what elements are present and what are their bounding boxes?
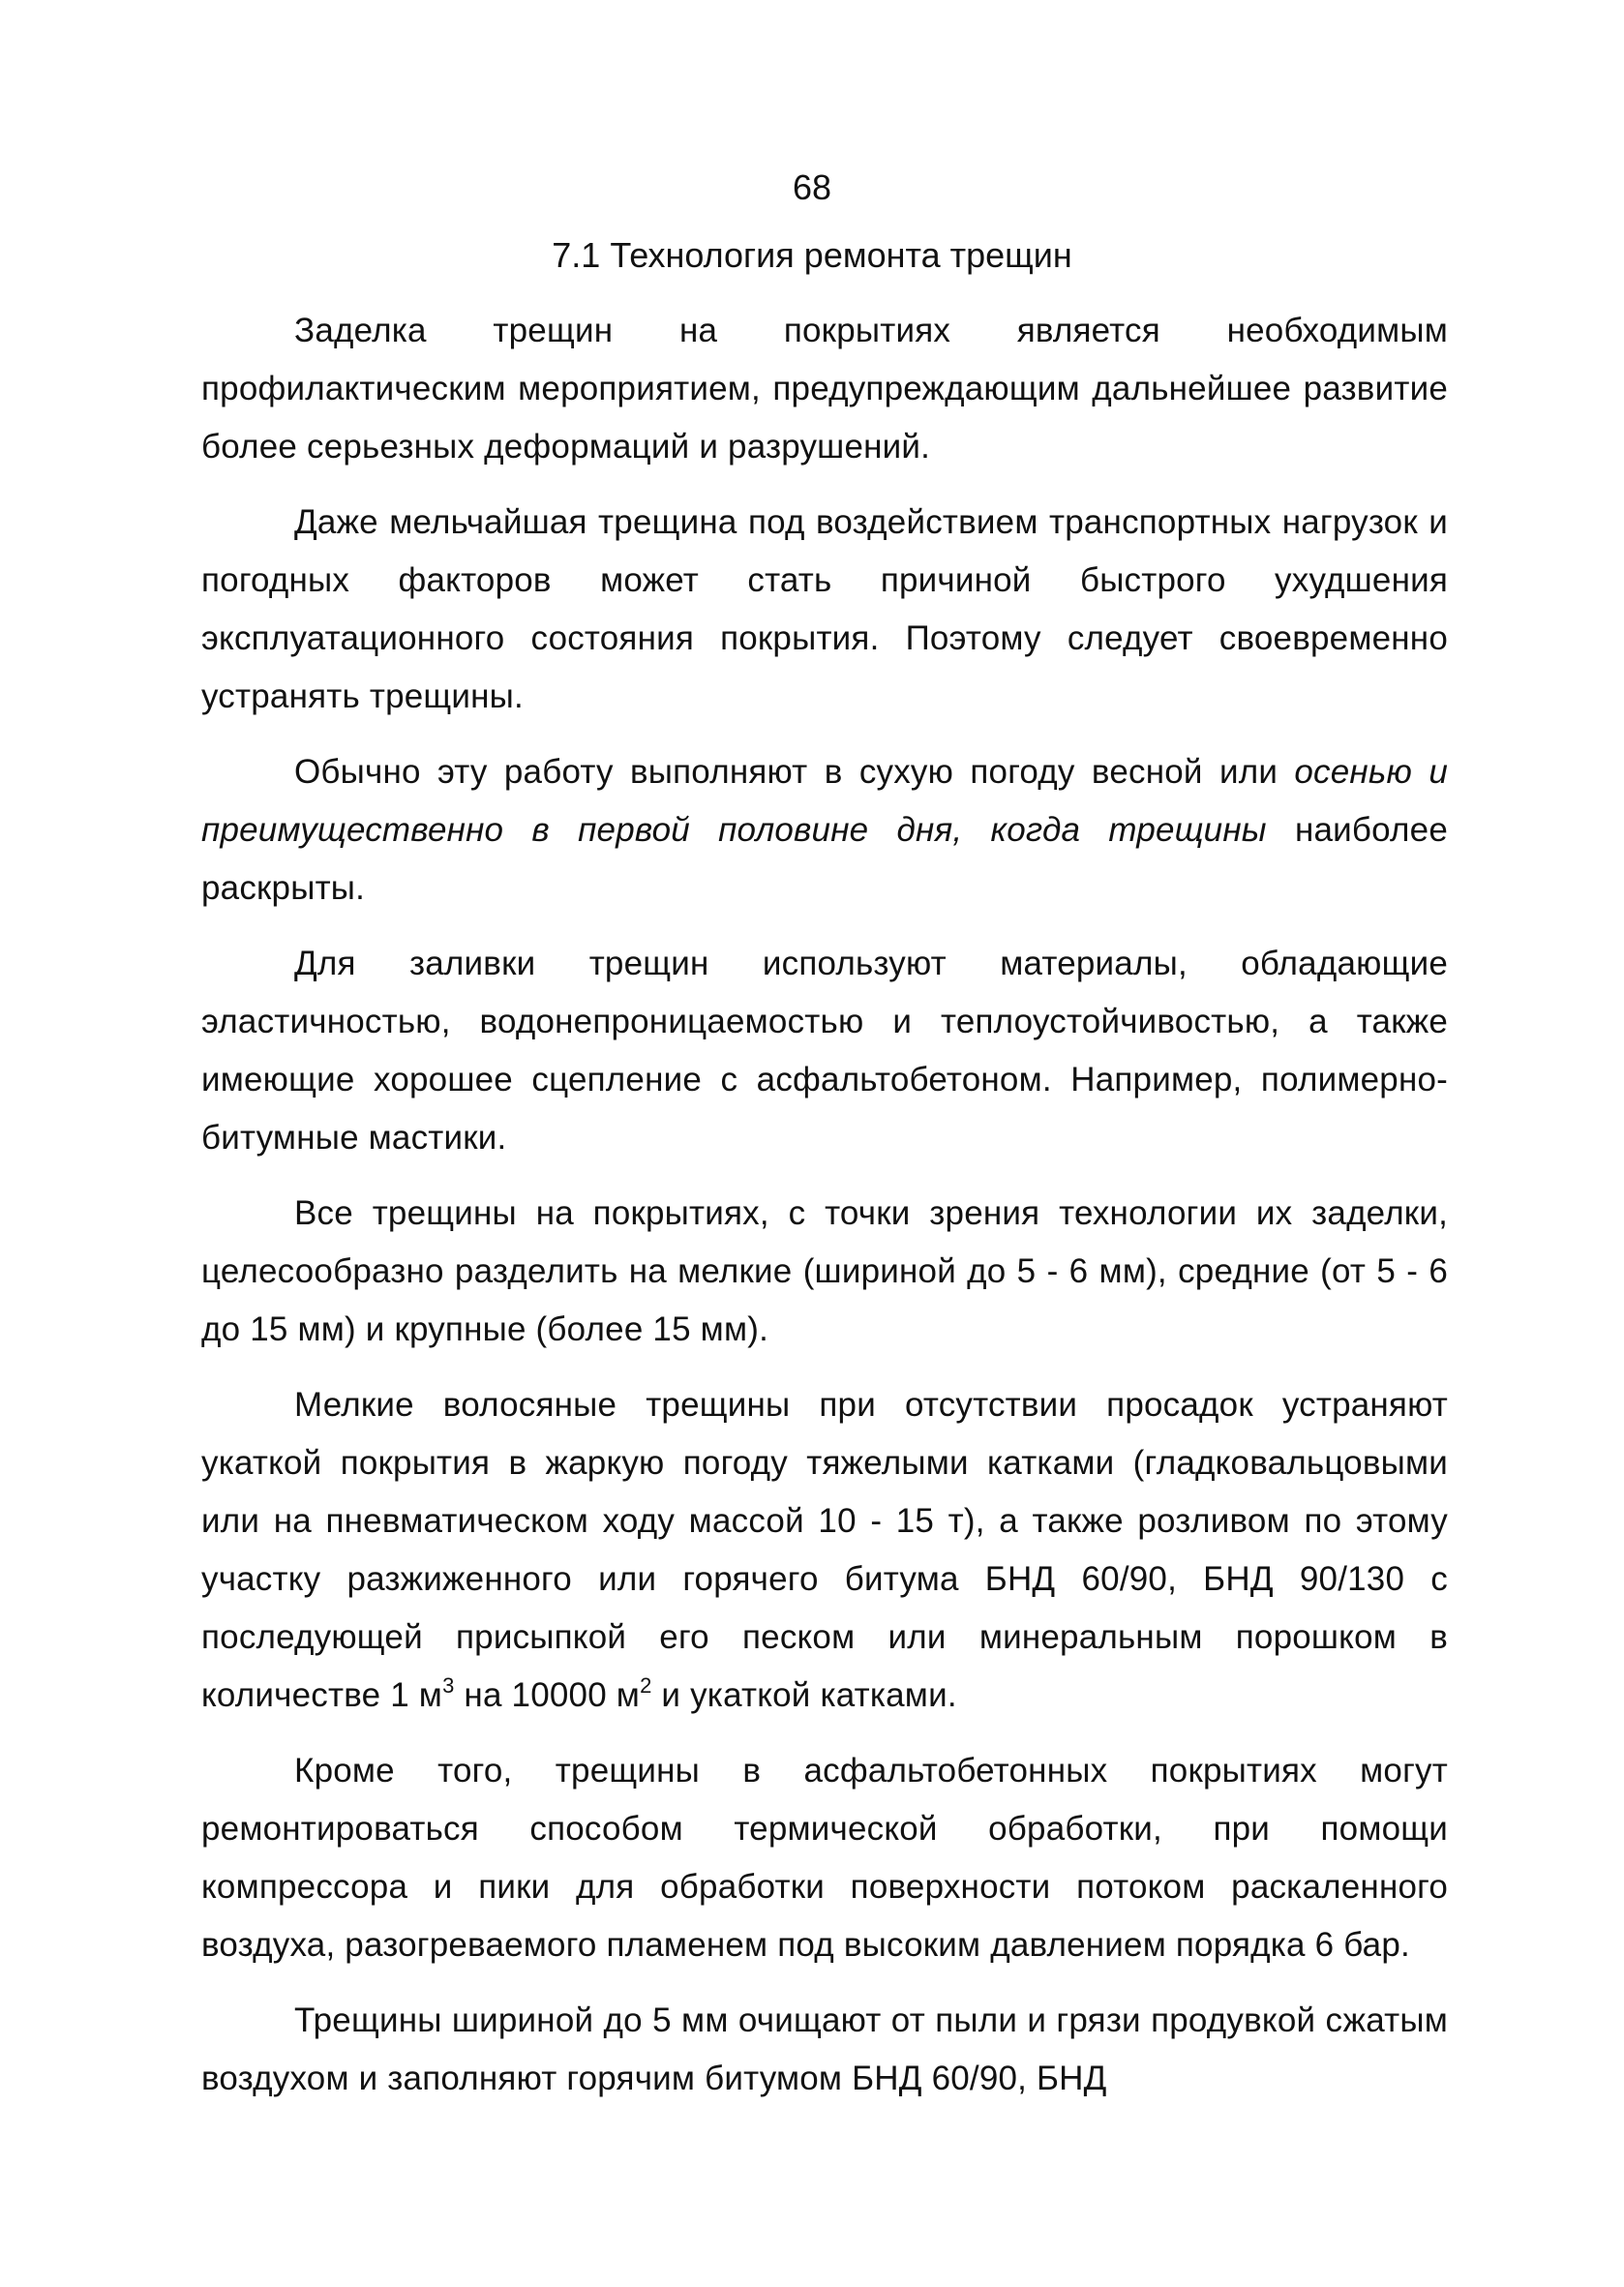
paragraph-3-part-a: Обычно эту работу выполняют в сухую погоду весной или — [294, 753, 1295, 791]
paragraph-3-part-c: наиболее раскрыты. — [201, 811, 1449, 907]
paragraph-7: Кроме того, трещины в асфальтобетонных покрытиях могут ремонтироваться способом термической обработки, при помощи компрессора и пики для обработки поверхности потоком раскаленного воздуха, разогреваемого пламенем под высоким давлением порядка 6 бар. — [201, 1752, 1448, 1964]
paragraph-5: Все трещины на покрытиях, с точки зрения технологии их заделки, целесообразно разделить на мелкие (шириной до 5 - 6 мм), средние (от 5 - 6 до 15 мм) и крупные (более 15 мм). — [201, 1194, 1448, 1348]
paragraph-8: Трещины шириной до 5 мм очищают от пыли и грязи продувкой сжатым воздухом и заполняют горячим битумом БНД 60/90, БНД — [201, 2001, 1448, 2097]
paragraph-2: Даже мельчайшая трещина под воздействием транспортных нагрузок и погодных факторов может стать причиной быстрого ухудшения эксплуатационного состояния покрытия. Поэтому следует своевременно устранять трещины. — [201, 503, 1448, 715]
body-text — [201, 302, 1448, 2125]
paragraph-6-part-b: на 10000 м — [454, 1676, 641, 1714]
paragraph-1: Заделка трещин на покрытиях является необходимым профилактическим мероприятием, предупреждающим дальнейшее развитие более серьезных деформаций и разрушений. — [201, 312, 1448, 466]
page-number: 68 — [792, 167, 832, 207]
paragraph-6 — [201, 1376, 1448, 1725]
superscript-square: 2 — [640, 1673, 652, 1698]
paragraph-6-part-a: Мелкие волосяные трещины при отсутствии просадок устраняют укаткой покрытия в жаркую погоду тяжелыми катками (гладковальцовыми или на пневматическом ходу массой 10 - 15 т), а также розливом по этому участку разжиженного или горячего битума БНД 60/90, БНД 90/130 с последующей присыпкой его песком или минеральным порошком в количестве 1 м — [201, 1386, 1448, 1714]
paragraph-3 — [201, 743, 1448, 918]
superscript-cubic: 3 — [442, 1673, 455, 1698]
paragraph-3-italic: осенью и преимущественно в первой половине дня, когда трещины — [201, 753, 1448, 849]
paragraph-4: Для заливки трещин используют материалы, обладающие эластичностью, водонепроницаемостью и теплоустойчивостью, а также имеющие хорошее сцепление с асфальтобетоном. Например, полимерно-битумные мастики. — [201, 945, 1448, 1157]
section-title: 7.1 Технология ремонта трещин — [552, 235, 1072, 275]
paragraph-6-part-c: и укаткой катками. — [651, 1676, 957, 1714]
